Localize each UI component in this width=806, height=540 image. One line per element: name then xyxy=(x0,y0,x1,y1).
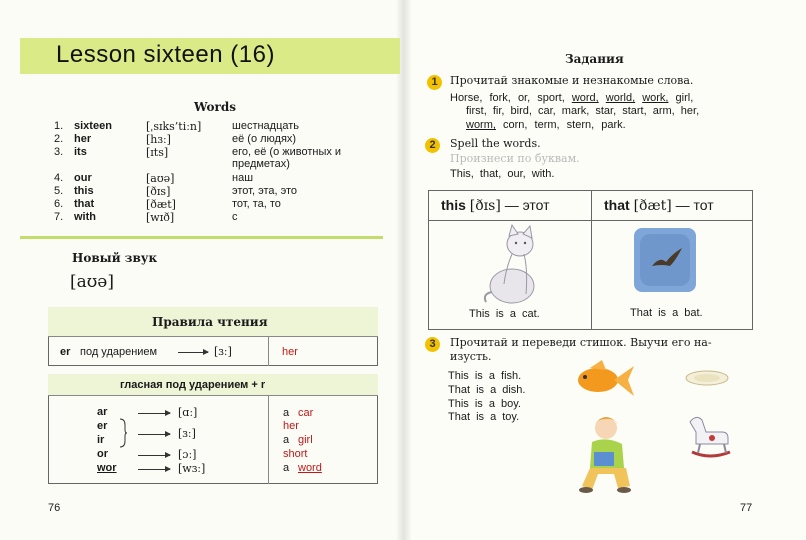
word-translation: наш xyxy=(232,172,254,184)
word-transcription: [ðɪs] xyxy=(146,185,171,198)
task2-faded-instruction: Произнеси по буквам. xyxy=(450,152,580,165)
that-header xyxy=(604,197,714,214)
word-token: mark, xyxy=(561,105,590,117)
word-transcription: [wɪð] xyxy=(146,211,175,224)
word-number: 6. xyxy=(54,198,64,210)
word-token: star, xyxy=(595,105,617,117)
example-article: a xyxy=(283,407,290,419)
table-divider xyxy=(268,337,269,366)
boy-illustration xyxy=(578,412,642,496)
arrow-icon xyxy=(138,434,170,435)
word-token: bird, xyxy=(510,105,532,117)
this-caption: This is a cat. xyxy=(469,308,540,320)
table-divider xyxy=(591,190,592,330)
word-number: 4. xyxy=(54,172,64,184)
vowel-sound: [ɑː] xyxy=(178,406,198,419)
word-token: park. xyxy=(601,119,626,131)
lesson-title: Lesson sixteen (16) xyxy=(56,41,275,68)
reading-rules-title: Правила чтения xyxy=(152,315,268,329)
word-translation: этот, эта, это xyxy=(232,185,298,197)
word-token: worm, xyxy=(466,119,496,131)
example-article: a xyxy=(283,462,290,474)
task3-instruction-cont: изусть. xyxy=(450,350,492,363)
arrow-icon xyxy=(138,455,170,456)
table-divider xyxy=(268,396,269,484)
arrow-icon xyxy=(138,469,170,470)
rule-letters: er xyxy=(60,346,71,358)
word-english: that xyxy=(74,198,95,210)
word-translation: тот, та, то xyxy=(232,198,281,210)
word-transcription: [ðæt] xyxy=(146,198,176,211)
that-word: that xyxy=(604,197,630,213)
vowel-sound: [ɔː] xyxy=(178,448,197,461)
task2-words: This, that, our, with. xyxy=(450,168,555,180)
word-token: work, xyxy=(642,92,669,104)
word-token: first, xyxy=(466,105,487,117)
word-english: its xyxy=(74,146,87,158)
example-word: short xyxy=(283,448,308,460)
word-token: stern, xyxy=(566,119,595,131)
example-article: a xyxy=(283,434,290,446)
cat-illustration xyxy=(478,224,544,306)
example-word: car xyxy=(298,407,314,419)
this-word: this xyxy=(441,197,466,213)
word-token: term, xyxy=(534,119,560,131)
new-sound-transcription: [aʊə] xyxy=(70,272,115,292)
rule-sound: [ɜː] xyxy=(214,345,232,358)
word-token: girl, xyxy=(675,92,694,104)
word-token: start, xyxy=(622,105,647,117)
task-number-badge: 1 xyxy=(427,75,442,90)
new-sound-heading: Новый звук xyxy=(72,251,158,265)
section-divider xyxy=(20,236,383,239)
example-word: word xyxy=(298,462,322,474)
poem-line: That is a dish. xyxy=(448,384,526,396)
rule-condition: под ударением xyxy=(80,346,158,358)
task1-line1 xyxy=(450,92,760,104)
task2-instruction: Spell the words. xyxy=(450,137,541,150)
word-english: with xyxy=(74,211,96,223)
task1-instruction: Прочитай знакомые и незнакомые слова. xyxy=(450,74,694,87)
page-number-left: 76 xyxy=(48,502,61,514)
word-transcription: [hɜː] xyxy=(146,133,171,146)
word-token: or, xyxy=(517,92,531,104)
vowel-letters: er xyxy=(97,420,108,432)
word-english: this xyxy=(74,185,94,197)
word-token: fir, xyxy=(492,105,505,117)
example-word: her xyxy=(283,420,299,432)
tasks-heading: Задания xyxy=(565,52,624,66)
word-token: word, xyxy=(571,92,599,104)
word-number: 5. xyxy=(54,185,64,197)
word-number: 7. xyxy=(54,211,64,223)
task1-line2 xyxy=(466,105,766,117)
that-caption: That is a bat. xyxy=(630,307,703,319)
vowel-sound: [wɜː] xyxy=(178,462,206,475)
bat-illustration xyxy=(632,226,698,294)
vowel-letters: ir xyxy=(97,434,105,446)
task3-instruction: Прочитай и переведи стишок. Выучи его на- xyxy=(450,336,712,349)
poem-line: This is a boy. xyxy=(448,398,521,410)
word-english: sixteen xyxy=(74,120,112,132)
word-token: sport, xyxy=(537,92,565,104)
poem-line: That is a toy. xyxy=(448,411,520,423)
task-number-badge: 2 xyxy=(425,138,440,153)
task-number-badge: 3 xyxy=(425,337,440,352)
word-number: 2. xyxy=(54,133,64,145)
word-token: corn, xyxy=(503,119,528,131)
word-translation: его, её (о животных и предметах) xyxy=(232,146,342,170)
word-transcription: [ɪts] xyxy=(146,146,169,159)
this-translation: — этот xyxy=(504,197,550,213)
that-transcription: [ðæt] xyxy=(633,198,672,214)
word-number: 1. xyxy=(54,120,64,132)
word-token: arm, xyxy=(652,105,675,117)
word-translation: шестнадцать xyxy=(232,120,300,132)
word-english: her xyxy=(74,133,92,145)
vowel-letters: wor xyxy=(97,462,117,474)
vowel-letters: or xyxy=(97,448,108,460)
word-transcription: [aʊə] xyxy=(146,172,175,185)
word-translation: с xyxy=(232,211,238,223)
word-token: Horse, xyxy=(450,92,483,104)
word-token: fork, xyxy=(489,92,511,104)
word-transcription: [ˌsɪks’tiːn] xyxy=(146,120,202,133)
arrow-icon xyxy=(178,352,208,353)
word-number: 3. xyxy=(54,146,64,158)
rule-example: her xyxy=(282,346,298,358)
word-token: her, xyxy=(680,105,700,117)
words-heading: Words xyxy=(194,100,236,114)
goldfish-illustration xyxy=(568,358,638,402)
vowel-r-title: гласная под ударением + r xyxy=(120,379,266,391)
brace-icon xyxy=(118,418,128,448)
example-word: girl xyxy=(298,434,313,446)
vowel-letters: ar xyxy=(97,406,108,418)
this-header xyxy=(441,197,550,214)
poem-line: This is a fish. xyxy=(448,370,522,382)
dish-illustration xyxy=(684,368,730,390)
vowel-sound: [ɜː] xyxy=(178,427,196,440)
arrow-icon xyxy=(138,413,170,414)
word-token: world, xyxy=(605,92,636,104)
page-number-right: 77 xyxy=(740,502,753,514)
this-transcription: [ðɪs] xyxy=(469,198,501,214)
toy-horse-illustration xyxy=(684,412,736,462)
word-token: car, xyxy=(538,105,556,117)
word-translation: её (о людях) xyxy=(232,133,297,145)
task1-line3 xyxy=(466,119,766,131)
book-fold xyxy=(396,0,412,540)
word-english: our xyxy=(74,172,92,184)
that-translation: — тот xyxy=(675,197,714,213)
